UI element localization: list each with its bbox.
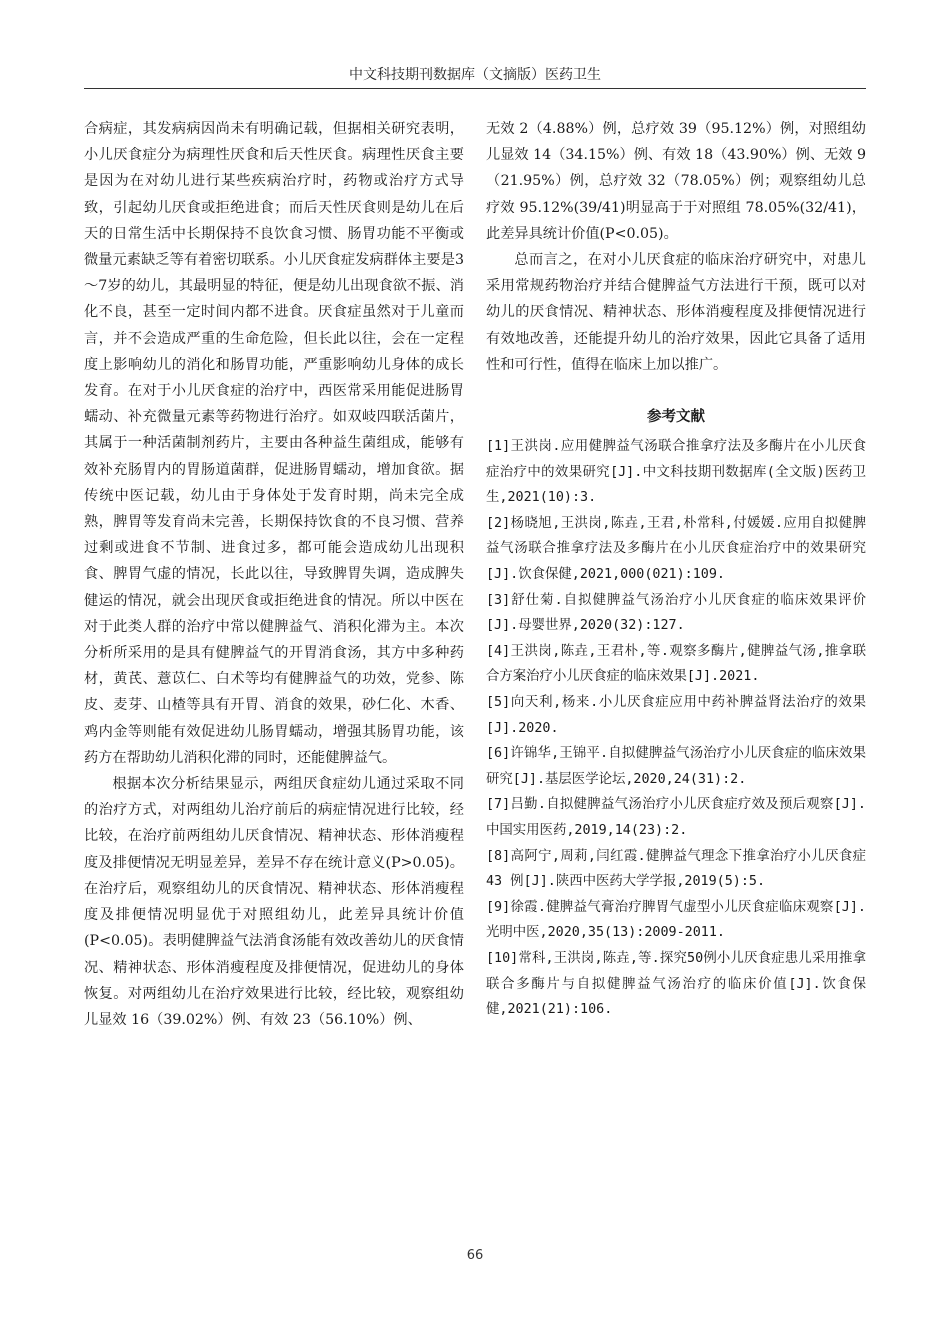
body-paragraph-1: 合病症，其发病病因尚未有明确记载，但据相关研究表明，小儿厌食症分为病理性厌食和后天性厌食。病理性厌食主要是因为在对幼儿进行某些疾病治疗时，药物或治疗方式导致，引起幼儿厌食或拒绝进食；而后天性厌食则是幼儿在后天的日常生活中长期保持不良饮食习惯、肠胃功能不平衡或微量元素缺乏等有着密切联系。小儿厌食症发病群体主要是3～7岁的幼儿，其最明显的特征，便是幼儿出现食欲不振、消化不良，甚至一定时间内都不进食。厌食症虽然对于儿童而言，并不会造成严重的生命危险，但长此以往，会在一定程度上影响幼儿的消化和肠胃功能，严重影响幼儿身体的成长发育。在对于小儿厌食症的治疗中，西医常采用能促进肠胃蠕动、补充微量元素等药物进行治疗。如双岐四联活菌片，其属于一种活菌制剂药片，主要由各种益生菌组成，能够有效补充肠胃内的胃肠道菌群，促进肠胃蠕动，增加食欲。据传统中医记载，幼儿由于身体处于发育时期，尚未完全成熟，脾胃等发育尚未完善，长期保持饮食的不良习惯、营养过剩或进食不节制、进食过多，都可能会造成幼儿出现积食、脾胃气虚的情况，长此以往，导致脾胃失调，造成脾失健运的情况，就会出现厌食或拒绝进食的情况。所以中医在对于此类人群的治疗中常以健脾益气、消积化滞为主。本次分析所采用的是具有健脾益气的开胃消食汤，其方中多种药材，黄芪、薏苡仁、白术等均有健脾益气的功效，党参、陈皮、麦芽、山楂等具有开胃、消食的效果，砂仁化、木香、鸡内金等则能有效促进幼儿肠胃蠕动，增强其肠胃功能，该药方在帮助幼儿消积化滞的同时，还能健脾益气。 — [84, 121, 464, 766]
body-paragraph-2: 根据本次分析结果显示，两组厌食症幼儿通过采取不同的治疗方式，对两组幼儿治疗前后的病症情况进行比较，经比较，在治疗前两组幼儿厌食情况、精神状态、形体消瘦程度及排便情况无明显差异，差异不存在统计意义(P>0.05)。在治疗后，观察组幼儿的厌食情况、精神状态、形体消瘦程度及排便情况明显优于对照组幼儿，此差异具统计价值(P<0.05)。表明健脾益气法消食汤能有效改善幼儿的厌食情况、精神状态、形体消瘦程度及排便情况，促进幼儿的身体恢复。对两组幼儿在治疗效果进行比较，经比较，观察组幼儿显效 16（39.02%）例、有效 23（56.10%）例、 — [84, 776, 464, 1028]
reference-item: [2]杨晓旭,王洪岗,陈垚,王君,朴常科,付媛媛.应用自拟健脾益气汤联合推拿疗法及多酶片在小儿厌食症治疗中的效果研究[J].饮食保健,2021,000(021):109. — [486, 515, 866, 582]
reference-item: [3]舒仕菊.自拟健脾益气汤治疗小儿厌食症的临床效果评价[J].母婴世界,2020(32):127. — [486, 592, 866, 634]
body-paragraph-3: 无效 2（4.88%）例，总疗效 39（95.12%）例，对照组幼儿显效 14（34.15%）例、有效 18（43.90%）例、无效 9（21.95%）例，总疗效 32（78.05%）例；观察组幼儿总疗效 95.12%(39/41)明显高于于对照组 78.05%(32/41)，此差异具统计价值(P<0.05)。 — [486, 121, 866, 242]
header-divider — [84, 88, 866, 89]
journal-header: 中文科技期刊数据库（文摘版）医药卫生 — [349, 67, 601, 83]
right-column — [486, 116, 866, 1023]
references-heading: 参考文献 — [647, 409, 705, 426]
reference-item: [10]常科,王洪岗,陈垚,等.探究50例小儿厌食症患儿采用推拿联合多酶片与自拟健脾益气汤治疗的临床价值[J].饮食保健,2021(21):106. — [486, 950, 866, 1018]
reference-item: [7]吕勤.自拟健脾益气汤治疗小儿厌食症疗效及预后观察[J].中国实用医药,2019,14(23):2. — [486, 797, 866, 838]
reference-item: [4]王洪岗,陈垚,王君朴,等.观察多酶片,健脾益气汤,推拿联合方案治疗小儿厌食症的临床效果[J].2021. — [486, 643, 866, 685]
reference-item: [1]王洪岗.应用健脾益气汤联合推拿疗法及多酶片在小儿厌食症治疗中的效果研究[J].中文科技期刊数据库(全文版)医药卫生,2021(10):3. — [486, 439, 866, 506]
page-number: 66 — [466, 1248, 484, 1263]
left-column — [84, 116, 464, 1033]
reference-item: [8]高阿宁,周莉,闫红霞.健脾益气理念下推拿治疗小儿厌食症 43 例[J].陕西中医药大学学报,2019(5):5. — [486, 848, 866, 890]
reference-item: [6]许锦华,王锦平.自拟健脾益气汤治疗小儿厌食症的临床效果研究[J].基层医学论坛,2020,24(31):2. — [486, 746, 866, 787]
conclusion-paragraph: 总而言之，在对小儿厌食症的临床治疗研究中，对患儿采用常规药物治疗并结合健脾益气方法进行干预，既可以对幼儿的厌食情况、精神状态、形体消瘦程度及排便情况进行有效地改善，还能提升幼儿的治疗效果，因此它具备了适用性和可行性，值得在临床上加以推广。 — [486, 252, 866, 373]
reference-item: [5]向天利,杨来.小儿厌食症应用中药补脾益肾法治疗的效果[J].2020. — [486, 694, 866, 736]
reference-item: [9]徐霞.健脾益气膏治疗脾胃气虚型小儿厌食症临床观察[J].光明中医,2020,35(13):2009-2011. — [486, 899, 866, 941]
references-list — [486, 434, 866, 1023]
